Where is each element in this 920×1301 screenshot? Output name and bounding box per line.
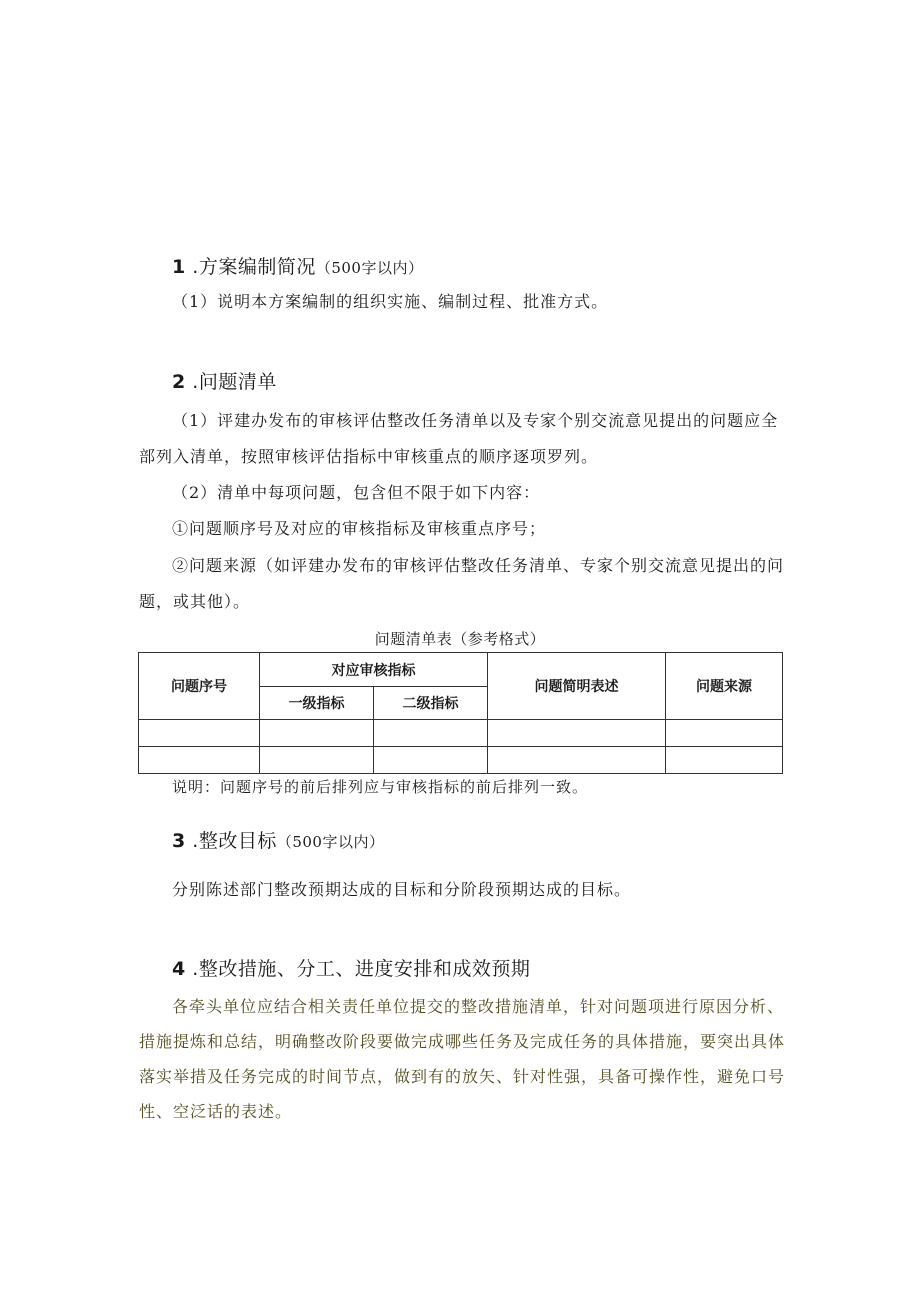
section-1-paragraph: （1）说明本方案编制的组织实施、编制过程、批准方式。	[172, 292, 609, 311]
header-desc: 问题简明表述	[488, 653, 666, 720]
table-cell	[666, 720, 783, 747]
table-cell	[488, 720, 666, 747]
section-title: .整改目标	[192, 830, 277, 852]
header-level2: 二级指标	[374, 687, 488, 720]
table-cell	[139, 747, 260, 774]
section-2-heading	[172, 367, 277, 394]
header-source: 问题来源	[666, 653, 783, 720]
section-2-item2-line2: 题，或其他）。	[139, 592, 251, 611]
section-title: .整改措施、分工、进度安排和成效预期	[192, 958, 531, 980]
table-caption: 问题清单表（参考格式）	[374, 630, 546, 648]
table-cell	[374, 747, 488, 774]
section-4-line3: 落实举措及任务完成的时间节点，做到有的放矢、针对性强，具备可操作性，避免口号	[139, 1067, 786, 1086]
section-title: .问题清单	[192, 371, 277, 393]
header-level1: 一级指标	[260, 687, 374, 720]
section-3-paragraph: 分别陈述部门整改预期达成的目标和分阶段预期达成的目标。	[172, 880, 632, 899]
table-note: 说明：问题序号的前后排列应与审核指标的前后排列一致。	[172, 778, 589, 796]
section-note: （500字以内）	[315, 259, 424, 277]
section-2-para1-line1: （1）评建办发布的审核评估整改任务清单以及专家个别交流意见提出的问题应全	[172, 411, 779, 430]
table-cell	[374, 720, 488, 747]
section-4-line4: 性、空泛话的表述。	[139, 1102, 293, 1121]
section-number: 3	[172, 830, 186, 852]
section-4-line2: 措施提炼和总结，明确整改阶段要做完成哪些任务及完成任务的具体措施，要突出具体	[139, 1032, 786, 1051]
section-title: .方案编制简况	[192, 256, 316, 278]
section-number: 4	[172, 958, 186, 980]
section-2-para2: （2）清单中每项问题，包含但不限于如下内容：	[172, 483, 541, 502]
header-seq: 问题序号	[139, 653, 260, 720]
issue-list-table	[138, 652, 783, 774]
table-row	[139, 720, 783, 747]
table-cell	[260, 720, 374, 747]
section-1-heading	[172, 252, 423, 279]
section-number: 2	[172, 371, 186, 393]
section-4-line1: 各牵头单位应结合相关责任单位提交的整改措施清单，针对问题项进行原因分析、	[172, 997, 785, 1016]
section-4-heading	[172, 954, 530, 981]
section-2-item1: ①问题顺序号及对应的审核指标及审核重点序号；	[172, 519, 547, 538]
table-cell	[666, 747, 783, 774]
table-cell	[139, 720, 260, 747]
section-note: （500字以内）	[276, 833, 385, 851]
section-3-heading	[172, 826, 384, 853]
section-2-para1-line2: 部列入清单，按照审核评估指标中审核重点的顺序逐项罗列。	[139, 447, 599, 466]
table-cell	[488, 747, 666, 774]
header-indicator: 对应审核指标	[260, 653, 488, 687]
table-cell	[260, 747, 374, 774]
table-row	[139, 747, 783, 774]
section-number: 1	[172, 256, 186, 278]
section-2-item2-line1: ②问题来源（如评建办发布的审核评估整改任务清单、专家个别交流意见提出的问	[172, 556, 785, 575]
